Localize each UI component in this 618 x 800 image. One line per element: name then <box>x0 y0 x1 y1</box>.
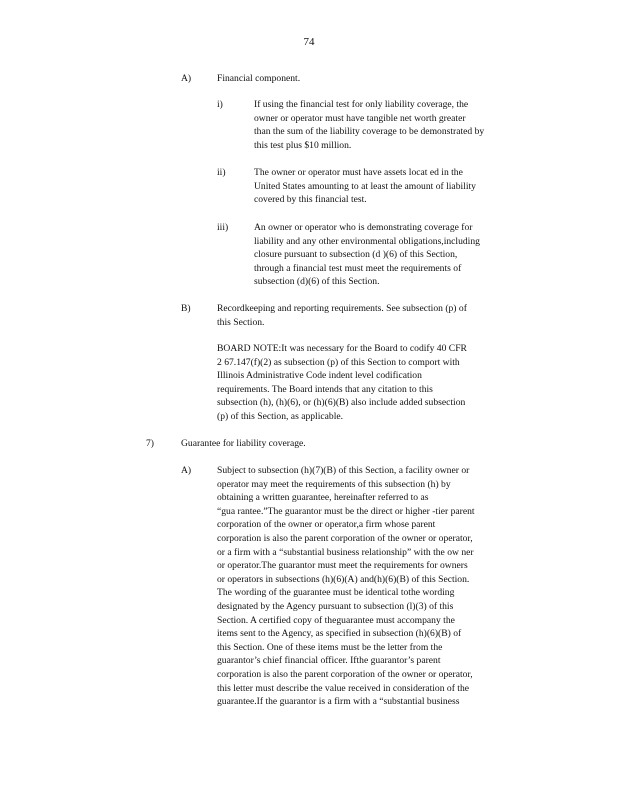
text-line: Illinois Administrative Code indent level codification <box>217 370 422 382</box>
item-ii-label: ii) <box>217 167 226 178</box>
text-line: guarantee.If the guarantor is a firm with a “substantial business <box>217 696 460 708</box>
item-iii-label: iii) <box>217 222 229 233</box>
section-b-label: B) <box>181 303 191 314</box>
item-i-label: i) <box>217 99 223 110</box>
text-line: corporation is also the parent corporation of the owner or operator, <box>217 669 473 680</box>
text-line: this test plus $10 million. <box>254 139 352 151</box>
text-line: United States amounting to at least the amount of liability <box>254 180 476 192</box>
text-line: this letter must describe the value received in consideration of the <box>217 682 470 694</box>
text-line: covered by this financial test. <box>254 194 367 206</box>
item-7-heading: Guarantee for liability coverage. <box>181 438 306 449</box>
text-line: closure pursuant to subsection (d )(6) of this Section, <box>254 249 458 261</box>
section-a-heading: Financial component. <box>217 73 301 84</box>
text-line: The owner or operator must have assets locat ed in the <box>254 167 463 178</box>
text-line: 2 67.147(f)(2) as subsection (p) of this Section to comport with <box>217 356 460 368</box>
item-7a-label: A) <box>181 465 192 476</box>
text-line: corporation is also the parent corporation of the owner or operator, <box>217 533 473 544</box>
text-line: liability and any other environmental obligations,including <box>254 235 480 247</box>
text-line: or operator.The guarantor must meet the requirements for owners <box>217 560 468 572</box>
text-line: Subject to subsection (h)(7)(B) of this Section, a facility owner or <box>217 465 470 476</box>
text-line: through a financial test must meet the requirements of <box>254 262 462 274</box>
text-line: or operators in subsections (h)(6)(A) and(h)(6)(B) of this Section. <box>217 573 470 585</box>
text-line: this Section. One of these items must be the letter from the <box>217 641 443 653</box>
text-line: subsection (h), (h)(6), or (h)(6)(B) also include added subsection <box>217 397 466 409</box>
item-7-label: 7) <box>146 438 154 449</box>
text-line: (p) of this Section, as applicable. <box>217 411 344 422</box>
text-line: BOARD NOTE:It was necessary for the Board to codify 40 CFR <box>217 343 467 354</box>
text-line: operator may meet the requirements of this subsection (h) by <box>217 478 451 490</box>
text-line: “gua rantee.”The guarantor must be the direct or higher -tier parent <box>217 505 475 517</box>
text-line: this Section. <box>217 316 265 328</box>
text-line: or a firm with a “substantial business relationship” with the ow ner <box>217 546 474 558</box>
section-a-label: A) <box>181 73 192 84</box>
page-number: 74 <box>303 36 315 48</box>
text-line: obtaining a written guarantee, hereinafter referred to as <box>217 492 429 504</box>
text-line: items sent to the Agency, as specified in subsection (h)(6)(B) of <box>217 628 462 640</box>
text-line: If using the financial test for only liability coverage, the <box>254 99 469 110</box>
text-line: subsection (d)(6) of this Section. <box>254 276 380 288</box>
text-line: The wording of the guarantee must be identical tothe wording <box>217 587 455 599</box>
text-line: owner or operator must have tangible net worth greater <box>254 112 466 124</box>
text-line: corporation of the owner or operator,a firm whose parent <box>217 519 436 531</box>
text-line: Recordkeeping and reporting requirements. See subsection (p) of <box>217 303 467 314</box>
text-line: designated by the Agency pursuant to subsection (l)(3) of this <box>217 601 454 612</box>
text-line: An owner or operator who is demonstrating coverage for <box>254 222 473 233</box>
text-line: guarantor’s chief financial officer. Ifthe guarantor’s parent <box>217 655 441 667</box>
text-line: requirements. The Board intends that any citation to this <box>217 383 433 395</box>
text-line: Section. A certified copy of theguarantee must accompany the <box>217 614 455 626</box>
text-line: than the sum of the liability coverage to be demonstrated by <box>254 126 485 138</box>
